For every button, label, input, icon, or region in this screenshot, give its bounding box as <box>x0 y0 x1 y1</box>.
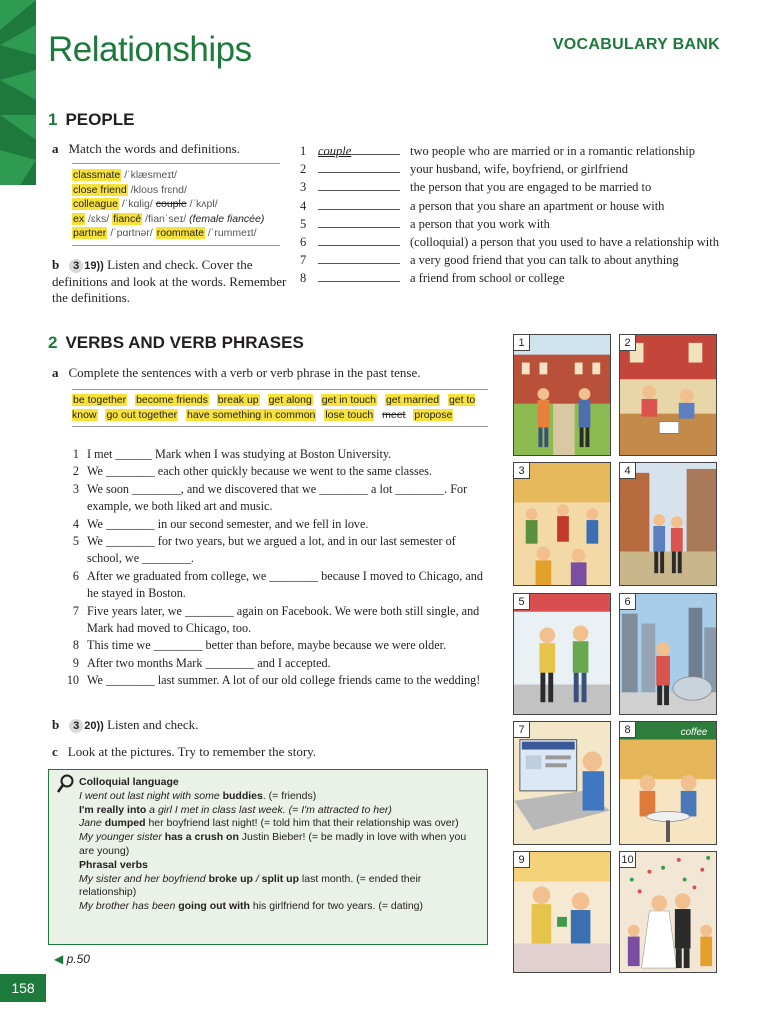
verb-phrase[interactable]: become friends <box>136 394 208 406</box>
definition-text: a person that you share an apartment or house with <box>410 198 665 213</box>
exercise-label: a <box>52 141 59 156</box>
verb-phrase[interactable]: get to know <box>72 394 476 421</box>
picture-3[interactable] <box>513 462 611 586</box>
speaker-icon: )) <box>96 260 104 272</box>
example-meaning: last month. (= ended their relationship) <box>79 872 422 899</box>
section-1-number: 1 <box>48 110 58 129</box>
exercise-2a-instruction <box>52 365 420 381</box>
answer-blank[interactable] <box>318 251 400 264</box>
picture-2[interactable] <box>619 334 717 456</box>
example-phrase: dumped <box>104 817 146 830</box>
picture-number: 4 <box>620 463 636 479</box>
picture-number: 6 <box>620 594 636 610</box>
proposal-illustration <box>514 852 610 972</box>
word-row <box>72 168 280 183</box>
sentence <box>62 481 490 516</box>
vocab-word[interactable]: close friend <box>73 183 127 196</box>
example-meaning: her boyfriend last night! (= told him that their relationship was over) <box>145 817 459 830</box>
definition-number: 6 <box>300 235 307 250</box>
audio-track-number: 19 <box>84 260 97 272</box>
example-meaning: Justin Bieber! (= be madly in love with when you are young) <box>79 831 467 857</box>
phrase-box <box>72 389 488 427</box>
audio-number: 3 <box>69 259 83 273</box>
instruction-text: Listen and check. Cover the definitions and look at the words. Remember the definitions. <box>52 257 287 305</box>
exercise-2b-instruction <box>52 717 198 733</box>
picture-8[interactable] <box>619 721 717 845</box>
picture-7[interactable] <box>513 721 611 845</box>
audio-track[interactable] <box>69 258 104 274</box>
sentence-text[interactable]: We ________ each other quickly because we went to the same classes. <box>87 464 432 479</box>
definition-row <box>300 197 720 215</box>
section-1-title: PEOPLE <box>65 110 135 129</box>
sentence-number: 9 <box>72 655 79 670</box>
colloquial-example <box>79 817 479 831</box>
section-2-heading <box>48 333 304 353</box>
definition-row <box>300 142 720 160</box>
chicago-illustration <box>620 594 716 714</box>
vocab-word-used: couple <box>155 198 187 210</box>
example-meaning: . (= friends) <box>262 789 317 802</box>
word-box <box>72 163 280 246</box>
section-2-number: 2 <box>48 333 58 352</box>
verb-phrase-used: meet <box>382 409 406 421</box>
vocab-word[interactable]: roommate <box>156 227 204 239</box>
definition-row <box>300 160 720 178</box>
picture-number: 8 <box>620 722 636 738</box>
sentence-text[interactable]: I met ______ Mark when I was studying at Boston University. <box>87 447 392 461</box>
section-1-heading <box>48 110 134 130</box>
verb-phrase[interactable]: be together <box>73 394 127 406</box>
phonetic: /fianˈseɪ/ <box>145 212 187 225</box>
speaker-icon: )) <box>96 720 104 732</box>
definition-number: 8 <box>300 271 307 286</box>
definition-row <box>300 178 720 196</box>
sentence <box>62 446 490 463</box>
colloquial-example <box>79 804 479 818</box>
definition-text: (colloquial) a person that you used to have a relationship with <box>410 235 719 250</box>
page-reference-link[interactable] <box>54 952 90 966</box>
example-phrase: has a crush on <box>164 831 239 844</box>
example-phrase: broke up <box>208 872 253 885</box>
instruction-text: Match the words and definitions. <box>68 141 240 156</box>
sentence <box>62 672 490 689</box>
example-text: My younger sister <box>79 831 165 844</box>
picture-6[interactable] <box>619 593 717 715</box>
argument-illustration <box>514 594 610 714</box>
instruction-text: Look at the pictures. Try to remember the story. <box>67 744 317 759</box>
answer-blank[interactable] <box>318 269 400 282</box>
sunburst-decoration <box>0 0 36 185</box>
audio-track[interactable] <box>69 719 104 733</box>
vocab-word[interactable]: ex <box>73 212 85 225</box>
picture-number: 10 <box>620 852 636 868</box>
example-separator: / <box>252 872 262 885</box>
definition-number: 7 <box>300 253 307 268</box>
sentence <box>62 463 490 480</box>
answer-blank[interactable] <box>318 160 400 173</box>
sentence <box>62 568 490 603</box>
answer-blank[interactable]: couple <box>318 142 400 155</box>
verb-phrase[interactable]: get in touch <box>321 394 377 406</box>
phrasal-example <box>79 873 479 901</box>
exercise-2c-instruction <box>52 744 316 760</box>
definition-text: a very good friend that you can talk to about anything <box>410 253 679 268</box>
phonetic: /ˈkɑlig/ <box>121 198 153 210</box>
definition-text: your husband, wife, boyfriend, or girlfriend <box>410 162 628 177</box>
sentence <box>62 533 490 568</box>
answer-blank[interactable] <box>318 197 400 210</box>
sentence <box>62 655 490 672</box>
sentence <box>62 637 490 654</box>
sentence-text[interactable]: We ________ in our second semester, and we fell in love. <box>87 516 369 531</box>
sentence-number: 10 <box>66 673 79 688</box>
sentence-text[interactable]: After two months Mark ________ and I accepted. <box>87 655 331 670</box>
verb-phrase[interactable]: get married <box>385 394 440 406</box>
section-2-title: VERBS AND VERB PHRASES <box>65 333 304 352</box>
definition-number: 3 <box>300 180 307 195</box>
example-phrase: buddies <box>222 789 263 802</box>
word-row <box>72 183 280 198</box>
audio-track-number: 20 <box>84 720 97 732</box>
vocab-word[interactable]: classmate <box>73 169 121 181</box>
definition-row <box>300 269 720 287</box>
vocab-word[interactable]: partner <box>73 227 107 239</box>
definition-text: a friend from school or college <box>410 271 565 286</box>
answer-blank[interactable] <box>318 178 400 191</box>
example-meaning: a girl I met in class last week. (= I'm attracted to her) <box>146 803 392 816</box>
picture-number: 2 <box>620 335 636 351</box>
sentence-number: 7 <box>72 603 79 618</box>
picture-10[interactable] <box>619 851 717 973</box>
answer-blank[interactable] <box>318 215 400 228</box>
example-phrase: going out with <box>178 900 250 913</box>
verb-phrase[interactable]: go out together <box>106 409 178 421</box>
sentence-number: 6 <box>72 568 79 583</box>
definition-row <box>300 233 720 251</box>
page-number: 158 <box>0 974 46 1002</box>
colloquial-example <box>79 790 479 804</box>
sentence-number: 4 <box>72 516 79 531</box>
verb-phrase[interactable]: have something in common <box>187 409 316 421</box>
vocab-word[interactable]: colleague <box>73 198 118 210</box>
example-phrase: I'm really into <box>79 803 147 816</box>
sentence-number: 3 <box>72 481 79 496</box>
phrasal-example <box>79 900 479 914</box>
instruction-text: Complete the sentences with a verb or verb phrase in the past tense. <box>68 365 421 380</box>
colloquial-heading: Colloquial language <box>79 776 179 788</box>
exercise-label: b <box>52 257 60 272</box>
example-text: Jane <box>79 817 105 830</box>
verb-phrase[interactable]: break up <box>217 394 259 406</box>
audio-number: 3 <box>69 719 83 733</box>
definition-row <box>300 215 720 233</box>
answer-blank[interactable] <box>318 233 400 246</box>
sentence-number: 8 <box>72 638 79 653</box>
example-text: My brother has been <box>79 900 179 913</box>
sentence-text[interactable]: We soon ________, and we discovered that we ________ a lot ________. For example, we both liked art and music. <box>87 481 468 514</box>
word-row <box>72 197 280 212</box>
sentence-number: 2 <box>72 464 79 479</box>
definition-number: 2 <box>300 162 307 177</box>
sentence-number: 1 <box>72 447 79 461</box>
word-row <box>72 212 280 227</box>
sentence-text[interactable]: This time we ________ better than before, maybe because we were older. <box>87 638 447 653</box>
exercise-label: b <box>52 717 60 732</box>
walking-together-illustration <box>620 463 716 585</box>
facebook-laptop-illustration <box>514 722 610 844</box>
example-text: I went out last night with some <box>79 789 223 802</box>
picture-number: 1 <box>514 335 530 351</box>
magnifier-icon <box>57 774 75 794</box>
phonetic: /kloʊs frɛnd/ <box>130 183 187 196</box>
phonetic: /ˈklæsmeɪt/ <box>124 169 177 181</box>
picture-number: 9 <box>514 852 530 868</box>
picture-number: 3 <box>514 463 530 479</box>
sentence-text[interactable]: We ________ for two years, but we argued a lot, and in our last semester of school, we ________. <box>87 534 456 566</box>
campus-meeting-illustration <box>514 335 610 455</box>
picture-5[interactable] <box>513 593 611 715</box>
coffee-date-illustration <box>620 722 716 844</box>
definition-text: a person that you work with <box>410 216 550 231</box>
definition-row <box>300 251 720 269</box>
sentence-text[interactable]: Five years later, we ________ again on Facebook. We were both still single, and Mark had moved to Chicago, too. <box>87 603 480 636</box>
verb-phrase[interactable]: lose touch <box>325 409 374 421</box>
page-reference-text: p.50 <box>66 952 90 966</box>
word-row <box>72 226 280 241</box>
definition-number: 4 <box>300 198 307 213</box>
colloquial-example <box>79 831 479 859</box>
exercise-label: a <box>52 365 59 380</box>
exercise-1a-instruction <box>52 141 240 157</box>
page-title: Relationships <box>48 30 252 69</box>
sentence-text[interactable]: After we graduated from college, we ________ because I moved to Chicago, and he stayed in Boston. <box>87 568 483 601</box>
vocab-word[interactable]: fiancé <box>113 212 142 225</box>
definition-number: 1 <box>300 144 307 158</box>
verb-phrase[interactable]: get along <box>268 394 312 406</box>
back-arrow-icon: ◀ <box>54 952 64 966</box>
picture-number: 7 <box>514 722 530 738</box>
classroom-illustration <box>620 335 716 455</box>
instruction-text: Listen and check. <box>107 717 199 732</box>
picture-9[interactable] <box>513 851 611 973</box>
definitions-list <box>300 142 720 288</box>
word-note: (female fiancée) <box>189 212 265 225</box>
picture-1[interactable] <box>513 334 611 456</box>
picture-number: 5 <box>514 594 530 610</box>
exercise-label: c <box>52 744 58 759</box>
sentence <box>62 603 490 638</box>
definition-text: two people who are married or in a romantic relationship <box>410 144 695 158</box>
phonetic: /ɛks/ <box>88 212 110 225</box>
verb-phrase[interactable]: propose <box>414 409 453 421</box>
sentence-text[interactable]: We ________ last summer. A lot of our old college friends came to the wedding! <box>87 673 481 688</box>
definition-text: the person that you are engaged to be married to <box>410 180 652 195</box>
vocabulary-bank-label: VOCABULARY BANK <box>552 36 720 53</box>
example-meaning: his girlfriend for two years. (= dating) <box>249 900 423 913</box>
sentence <box>62 516 490 533</box>
phonetic: /ˈpɑrtnər/ <box>110 227 153 239</box>
picture-4[interactable] <box>619 462 717 586</box>
colloquial-language-box <box>48 769 488 945</box>
coffee-sign: coffee <box>680 726 708 738</box>
phonetic: /ˈkʌpl/ <box>189 198 218 210</box>
wedding-illustration <box>620 852 716 972</box>
party-illustration <box>514 463 610 585</box>
example-phrase: split up <box>261 872 300 885</box>
sentence-number: 5 <box>72 534 79 549</box>
example-text: My sister and her boyfriend <box>79 872 209 885</box>
phrasal-verbs-heading: Phrasal verbs <box>79 858 148 871</box>
sentence-list <box>62 446 490 690</box>
definition-number: 5 <box>300 216 307 231</box>
phonetic: /ˈrummeɪt/ <box>207 227 257 239</box>
exercise-1b-instruction <box>52 257 292 306</box>
